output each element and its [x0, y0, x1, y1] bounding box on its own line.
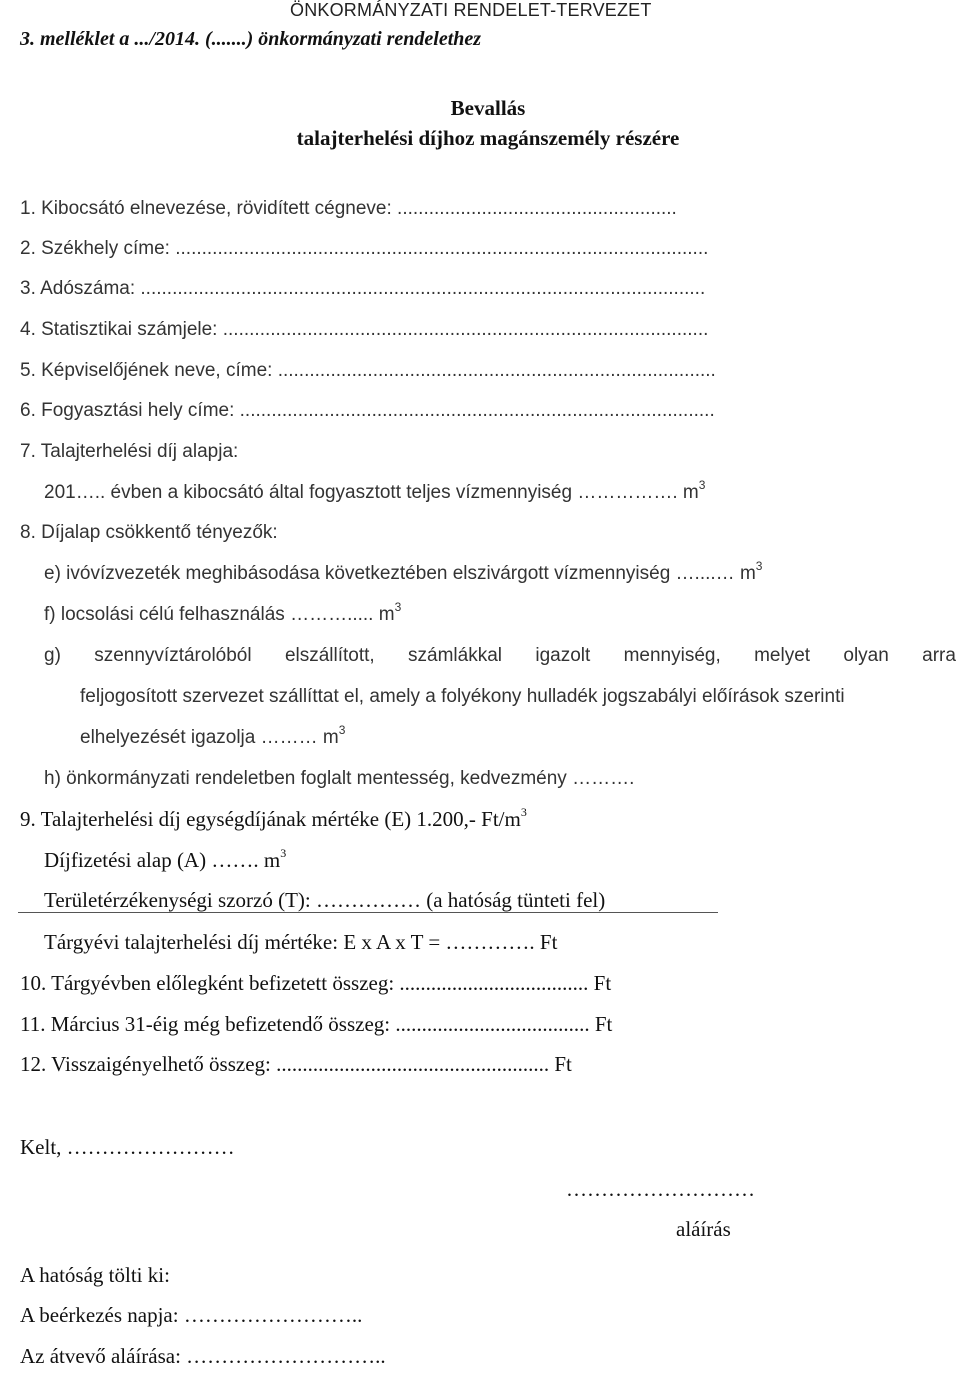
field-fee-base-line: 201….. évben a kibocsátó által fogyasztott teljes vízmennyiség ……………. $m^3$: [44, 477, 706, 503]
field-representative: 5. Képviselőjének neve, címe: ...................................................................................: [20, 360, 716, 381]
field-area-multiplier: Területérzékenységi szorzó (T): …………… (a hatóság tünteti fel): [44, 888, 606, 912]
field-unit-rate: 9. Talajterhelési díj egységdíjának mértéke (E) 1.200,- $Ft/m^3$: [20, 805, 527, 831]
divider-line: [18, 912, 718, 913]
authority-heading: A hatóság tölti ki:: [20, 1263, 170, 1287]
form-title: Bevallás: [450, 96, 526, 120]
field-payment-base: Díjfizetési alap (A) ……. $m^3$: [44, 846, 287, 872]
factor-h: h) önkormányzati rendeletben foglalt mentesség, kedvezmény ……….: [44, 768, 635, 789]
receiver-signature: Az átvevő aláírása: ………………………..: [20, 1344, 386, 1368]
field-issuer-name: 1. Kibocsátó elnevezése, rövidített cégneve: .....................................................: [20, 198, 677, 219]
draft-header: ÖNKORMÁNYZATI RENDELET-TERVEZET: [290, 0, 652, 20]
field-refundable: 12. Visszaigényelhető összeg: .................................................... Ft: [20, 1052, 572, 1076]
field-seat-address: 2. Székhely címe: .....................................................................................................: [20, 238, 709, 259]
signature-line: ………………………: [566, 1177, 755, 1201]
cubic-superscript: 3: [698, 477, 706, 492]
field-advance-paid: 10. Tárgyévben előlegként befizetett összeg: .................................... Ft: [20, 971, 612, 995]
annex-reference: 3. melléklet a .../2014. (.......) önkormányzati rendelethez: [20, 28, 482, 50]
form-subtitle: talajterhelési díjhoz magánszemély részére: [296, 126, 680, 150]
field-reducing-factors: 8. Díjalap csökkentő tényezők:: [20, 522, 278, 543]
signature-label: aláírás: [676, 1217, 731, 1241]
arrival-date: A beérkezés napja: ……………………..: [20, 1303, 363, 1327]
field-tax-number: 3. Adószáma: ...........................................................................................................: [20, 278, 706, 299]
field-stat-number: 4. Statisztikai számjele: ............................................................................................: [20, 319, 709, 340]
factor-g-line2: feljogosított szervezet szállíttat el, amely a folyékony hulladék jogszabályi előírások szerinti: [80, 686, 845, 707]
field-fee-base-heading: 7. Talajterhelési díj alapja:: [20, 441, 239, 462]
field-annual-fee: Tárgyévi talajterhelési díj mértéke: E x A x T = …………. Ft: [44, 930, 558, 954]
factor-g-line1: g) szennyvíztárolóból elszállított, számlákkal igazolt mennyiség, melyet olyan arra: [44, 645, 956, 666]
field-remaining-due: 11. Március 31-éig még befizetendő összeg: ..................................... Ft: [20, 1012, 613, 1036]
factor-f: f) locsolási célú felhasználás ………..... $m^3$: [44, 599, 402, 625]
factor-e: e) ivóvízvezeték meghibásodása következtében elszivárgott vízmennyiség …....… $m^3$: [44, 558, 763, 584]
place-date: Kelt, ……………………: [20, 1135, 235, 1159]
field-consumption-address: 6. Fogyasztási hely címe: ..........................................................................................: [20, 400, 715, 421]
factor-g-line3: elhelyezését igazolja ……… $m^3$: [80, 722, 346, 748]
